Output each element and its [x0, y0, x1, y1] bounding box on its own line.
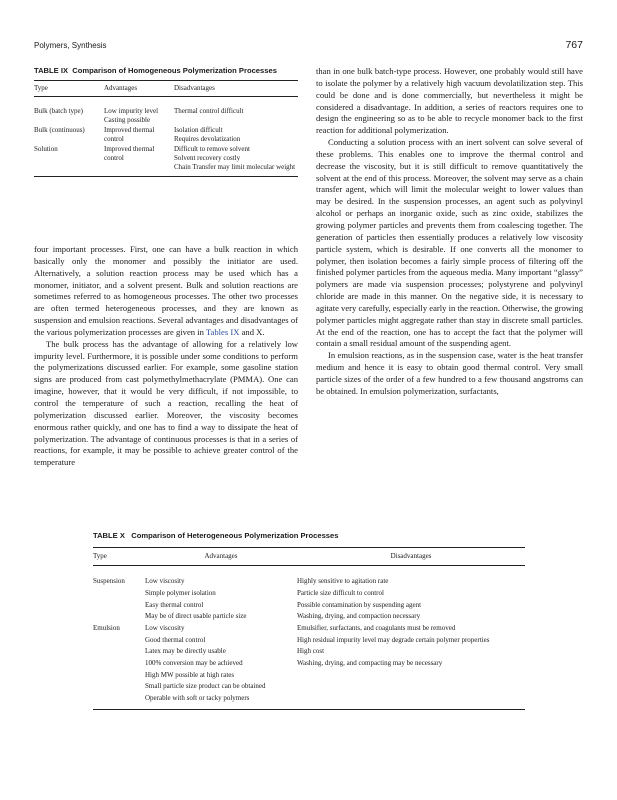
- running-header: Polymers, Synthesis: [34, 41, 107, 50]
- table-ix-header-advantages: Advantages: [104, 80, 174, 96]
- table-cell-type: Emulsion: [93, 623, 145, 710]
- body-paragraph: [34, 244, 298, 339]
- table-row: [93, 623, 525, 710]
- list-item: Casting possible: [104, 116, 151, 125]
- left-text-column: [34, 244, 298, 469]
- paragraph-text: four important processes. First, one can have a bulk reaction in which basically only the monomer and possibly the initiator are used. Alternatively, a solution reaction process may be used which has a monomer, initiator, and a solvent present. Bulk and solution reactions are sometimes referred to as homogeneous processes. The other two processes are often termed heterogeneous processes, and they are known as suspension and emulsion reactions. Several advantages and disadvantages of the various polymerization processes are given in: [34, 244, 298, 337]
- table-cell-advantages: [145, 623, 297, 710]
- list-item: May be of direct usable particle size: [145, 612, 247, 621]
- list-item: Thermal control difficult: [174, 107, 244, 115]
- paragraph-text: and X.: [239, 326, 265, 337]
- table-x-caption: [93, 531, 525, 541]
- table-ix-header-type: Type: [34, 80, 104, 96]
- list-item: Improved thermal control: [104, 144, 155, 163]
- list-item: Isolation difficult: [174, 125, 223, 134]
- list-item: Good thermal control: [145, 635, 206, 644]
- table-cell-disadvantages: [174, 126, 298, 145]
- list-item: Simple polymer isolation: [145, 588, 216, 597]
- table-x-header-type: Type: [93, 547, 145, 566]
- list-item: High cost: [297, 647, 325, 656]
- table-cell-type: Bulk (continuous): [34, 125, 85, 134]
- table-x-header-disadvantages: Disadvantages: [297, 547, 525, 566]
- list-item: 100% conversion may be achieved: [145, 658, 243, 667]
- body-paragraph: The bulk process has the advantage of allowing for a relatively low impurity level. Furthermore, it is possible under some conditions to perform the polymerizations discussed earlier. For example, some gasoline station signs are produced from cast polymethylmethacrylate (PMMA). One can imagine, however, that it would be very difficult, if not impossible, to control the temperature of such a reaction, recalling the heat of polymerization discussed earlier. Moreover, the viscosity becomes enormous rather quickly, and one has to find a way to dissipate the heat of polymerization. The advantage of continuous processes is that in a series of reactions, for example, it may be possible to achieve greater control of the temperature: [34, 338, 298, 468]
- table-cell-advantages: [104, 145, 174, 177]
- right-text-column: [316, 66, 583, 398]
- table-cell-type: Suspension: [93, 577, 125, 586]
- table-cell-disadvantages: [174, 97, 298, 126]
- table-row: [34, 145, 298, 177]
- list-item: Emulsifier, surfactants, and coagulants must be removed: [297, 623, 456, 632]
- list-item: Latex may be directly usable: [145, 647, 226, 656]
- list-item: Washing, drying, and compaction necessary: [297, 612, 421, 621]
- table-cell-type: Solution: [34, 145, 104, 177]
- table-ix-header-disadvantages: Disadvantages: [174, 80, 298, 96]
- table-cell-advantages: [104, 97, 174, 126]
- list-item: Requires devolatization: [174, 135, 241, 144]
- list-item: Low impurity level: [104, 107, 159, 115]
- table-cell-disadvantages: [174, 145, 298, 177]
- body-paragraph: In emulsion reactions, as in the suspension case, water is the heat transfer medium and hence it is easy to obtain good thermal control. Very small particle sizes of the order of a few hundred to a few thousand angstroms can be obtained. In emulsion polymerization, surfactants,: [316, 350, 583, 396]
- table-reference-link[interactable]: Tables IX: [205, 326, 240, 337]
- table-ix: [34, 66, 298, 177]
- list-item: Washing, drying, and compacting may be necessary: [297, 658, 443, 667]
- list-item: Easy thermal control: [145, 600, 204, 609]
- list-item: Low viscosity: [145, 577, 185, 586]
- list-item: Possible contamination by suspending agent: [297, 600, 422, 609]
- table-cell-type: Bulk (batch type): [34, 107, 83, 115]
- table-cell-advantages: [104, 126, 174, 145]
- table-x-label: TABLE X: [93, 531, 125, 540]
- list-item: High MW possible at high rates: [145, 670, 235, 679]
- table-ix-label: TABLE IX: [34, 66, 69, 75]
- table-cell-disadvantages: [297, 623, 525, 710]
- list-item: Operable with soft or tacky polymers: [145, 693, 250, 702]
- list-item: High residual impurity level may degrade certain polymer properties: [297, 635, 490, 644]
- table-row: [34, 126, 298, 145]
- table-ix-grid: [34, 80, 298, 177]
- table-x-header-advantages: Advantages: [145, 547, 297, 566]
- list-item: Solvent recovery costly: [174, 154, 241, 163]
- table-cell-advantages: [145, 566, 297, 623]
- list-item: Highly sensitive to agitation rate: [297, 577, 389, 586]
- list-item: Particle size difficult to control: [297, 588, 384, 597]
- table-cell-disadvantages: [297, 566, 525, 623]
- table-ix-title: Comparison of Homogeneous Polymerization Processes: [72, 66, 277, 75]
- list-item: Improved thermal control: [104, 125, 155, 144]
- page-number: 767: [565, 39, 583, 51]
- body-paragraph: Conducting a solution process with an inert solvent can solve several of these problems. This enables one to improve the thermal control and decrease the viscosity, but it is still difficult to remove quantitatively the solvent at the end of this process. Moreover, the solvent may serve as a chain transfer agent, which will limit the molecular weight to lower values than may be desired. In the suspension processes, an agent such as polyvinyl alcohol or perhaps an inorganic oxide, such as zinc oxide, stabilizes the growing polymer particles and prevents them from coalescing together. The generation of particles then essentially produces a relatively low viscosity particle system, which is desirable. If one converts all the monomer to polymer, then isolation becomes a fairly simple process of filtering off the finished polymer particles from the aqueous media. Many important “glassy” polymers are made via suspension processes; polystyrene and polyvinyl chloride are made in this manner. On the negative side, it is necessary to agitate very carefully, especially early in the reaction. Otherwise, the growing polymer particles might aggregate rather than stay in discrete small particles. At the end of the reaction, one has to accept the fact that the polymer will contain a small residual amount of the suspending agent.: [316, 137, 583, 349]
- body-paragraph: than in one bulk batch-type process. However, one probably would still have to isolate the polymer by a relatively high vacuum devolatilization step. This could be done and is done commercially, but nevertheless it might be considered a disadvantage. In addition, a series of reactors requires one to design the engineering so as to be able to recycle monomer back to the first reaction for additional polymerization.: [316, 66, 583, 136]
- table-ix-caption: [34, 66, 298, 76]
- list-item: Chain Transfer may limit molecular weight: [174, 163, 296, 172]
- table-x: [93, 531, 525, 710]
- list-item: Small particle size product can be obtained: [145, 682, 266, 691]
- table-x-grid: [93, 547, 525, 711]
- table-x-title: Comparison of Heterogeneous Polymerization Processes: [131, 531, 339, 540]
- table-row: [93, 566, 525, 623]
- list-item: Difficult to remove solvent: [174, 144, 250, 153]
- table-row: [34, 97, 298, 126]
- list-item: Low viscosity: [145, 623, 185, 632]
